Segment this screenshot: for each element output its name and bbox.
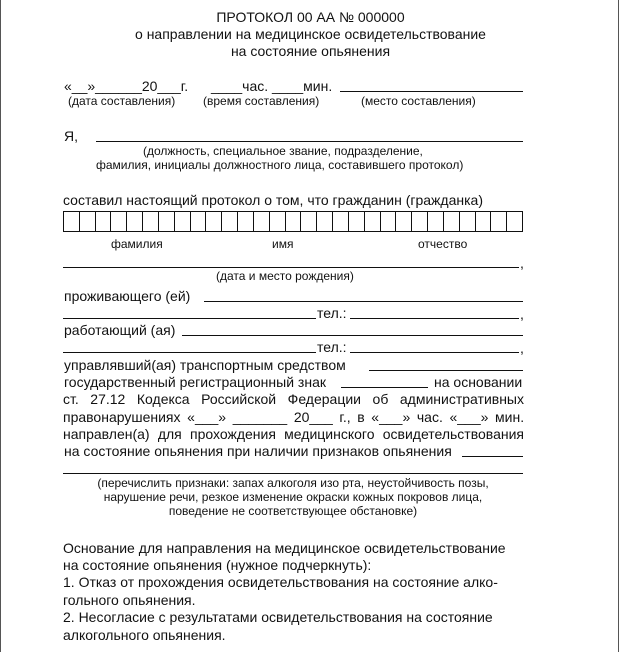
name-letter-cell[interactable]	[381, 212, 397, 231]
work-tel-line[interactable]	[350, 352, 519, 353]
ground-item-1-cont[interactable]: гольного опьянения.	[63, 592, 196, 608]
signs-caption-1: (перечислить признаки: запах алкоголя изо рта, неустойчивость позы,	[97, 476, 489, 490]
name-letter-cell[interactable]	[460, 212, 476, 231]
offenses-row[interactable]	[63, 410, 524, 424]
name-letter-grid[interactable]	[63, 211, 523, 232]
residence-tel-label: тел.:	[317, 305, 347, 321]
name-letter-cell[interactable]	[428, 212, 444, 231]
name-letter-cell[interactable]	[396, 212, 412, 231]
name-letter-cell[interactable]	[143, 212, 159, 231]
signs-line: на состояние опьянения при наличии признаков опьянения	[64, 443, 452, 459]
vehicle-field-line[interactable]	[369, 370, 523, 371]
birth-caption: (дата и место рождения)	[216, 269, 354, 283]
page-border-left	[0, 0, 1, 652]
birth-comma: ,	[520, 255, 524, 271]
work-label: работающий (ая)	[64, 322, 176, 338]
ground-item-1[interactable]: 1. Отказ от прохождения освидетельствования на состояние алко-	[63, 574, 498, 590]
official-caption-2: фамилия, инициалы должностного лица, составившего протокол)	[96, 158, 464, 172]
residence-field-line[interactable]	[204, 301, 523, 302]
place-caption: (место составления)	[361, 94, 476, 108]
protocol-subtitle-2: на состояние опьянения	[230, 43, 391, 59]
residence-label: проживающего (ей)	[64, 288, 191, 304]
name-letter-cell[interactable]	[365, 212, 381, 231]
offenses-part: 20___	[293, 409, 333, 425]
place-field-line[interactable]	[340, 91, 523, 92]
grounds-line-2: на состояние опьянения (нужное подчеркнуть):	[63, 557, 372, 573]
ground-item-2[interactable]: 2. Несогласие с результатами освидетельствования на состояние	[63, 609, 493, 625]
residence-field-line-2[interactable]	[63, 318, 316, 319]
signs-caption-2: нарушение речи, резкое изменение окраски кожных покровов лица,	[103, 490, 483, 504]
name-letter-cell[interactable]	[191, 212, 207, 231]
offenses-part: _______	[232, 409, 288, 425]
name-letter-cell[interactable]	[270, 212, 286, 231]
name-letter-cell[interactable]	[317, 212, 333, 231]
date-caption: (дата составления)	[68, 94, 176, 108]
time-caption: (время составления)	[203, 94, 320, 108]
name-letter-cell[interactable]	[444, 212, 460, 231]
name-letter-cell[interactable]	[349, 212, 365, 231]
name-letter-cell[interactable]	[476, 212, 492, 231]
name-caption: имя	[272, 237, 294, 251]
birth-field-line[interactable]	[63, 267, 519, 268]
offenses-part: «___»	[187, 409, 227, 425]
name-letter-cell[interactable]	[222, 212, 238, 231]
official-field-line[interactable]	[96, 141, 523, 142]
grounds-line-1: Основание для направления на медицинское освидетельствование	[63, 540, 506, 556]
work-comma: ,	[520, 340, 524, 356]
official-caption-1: (должность, специальное звание, подразделение,	[143, 144, 423, 158]
sent-line: направлен(а) для прохождения медицинского освидетельствования	[63, 426, 524, 442]
residence-comma: ,	[520, 306, 524, 322]
name-letter-cell[interactable]	[238, 212, 254, 231]
name-letter-cell[interactable]	[175, 212, 191, 231]
name-letter-cell[interactable]	[127, 212, 143, 231]
offenses-part: мин.	[495, 409, 525, 425]
residence-tel-line[interactable]	[350, 318, 519, 319]
name-letter-cell[interactable]	[206, 212, 222, 231]
basis-label: на основании	[434, 374, 523, 390]
signs-field-line[interactable]	[462, 456, 523, 457]
offenses-part: правонарушениях	[63, 409, 181, 425]
protocol-title: ПРОТОКОЛ 00 АА № 000000	[216, 9, 405, 25]
plate-field-line[interactable]	[341, 387, 428, 388]
offenses-part: в	[357, 409, 365, 425]
name-letter-cell[interactable]	[254, 212, 270, 231]
page-border-right	[618, 0, 619, 652]
plate-label: государственный регистрационный знак	[64, 374, 326, 390]
name-letter-cell[interactable]	[80, 212, 96, 231]
ground-item-2-cont[interactable]: алкогольного опьянения.	[63, 627, 226, 643]
ya-label: Я,	[64, 128, 78, 144]
offenses-part: «___»	[449, 409, 489, 425]
protocol-subtitle-1: о направлении на медицинское освидетельствование	[135, 26, 486, 42]
name-letter-cell[interactable]	[96, 212, 112, 231]
work-field-line[interactable]	[182, 335, 523, 336]
name-letter-cell[interactable]	[159, 212, 175, 231]
offenses-part: г.,	[339, 409, 351, 425]
vehicle-label: управлявший(ая) транспортным средством	[64, 357, 346, 373]
name-letter-cell[interactable]	[301, 212, 317, 231]
offenses-part: час.	[416, 409, 443, 425]
name-letter-cell[interactable]	[111, 212, 127, 231]
signs-caption-3: поведение не соответствующее обстановке)	[168, 504, 418, 518]
citizen-intro: составил настоящий протокол о том, что гражданин (гражданка)	[63, 192, 483, 208]
patronymic-caption: отчество	[418, 237, 468, 251]
name-letter-cell[interactable]	[491, 212, 507, 231]
work-field-line-2[interactable]	[63, 352, 316, 353]
signs-field-line-2[interactable]	[63, 473, 523, 474]
name-letter-cell[interactable]	[64, 212, 80, 231]
date-field[interactable]: «__»______20___г.	[64, 78, 189, 94]
name-letter-cell[interactable]	[333, 212, 349, 231]
name-letter-cell[interactable]	[412, 212, 428, 231]
offenses-part: «___»	[371, 409, 411, 425]
name-letter-cell[interactable]	[507, 212, 522, 231]
law-line: ст. 27.12 Кодекса Российской Федерации об административных	[63, 391, 524, 407]
name-letter-cell[interactable]	[286, 212, 302, 231]
surname-caption: фамилия	[111, 237, 163, 251]
work-tel-label: тел.:	[317, 339, 347, 355]
time-field[interactable]: ____час. ____мин.	[211, 78, 333, 94]
